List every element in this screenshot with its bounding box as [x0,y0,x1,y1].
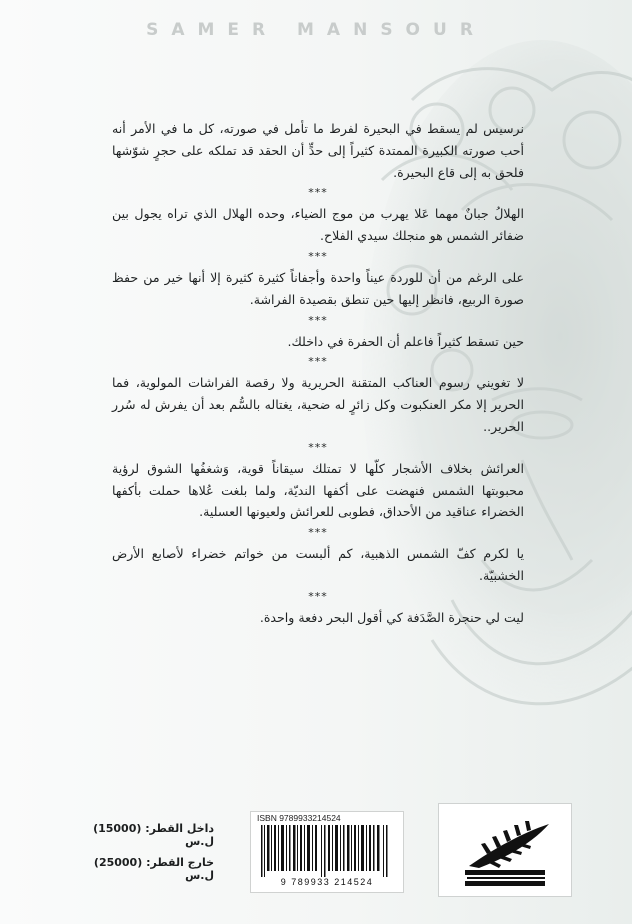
separator: *** [308,249,328,263]
price-outside: خارج القطر: (25000) ل.س [93,856,214,882]
paragraph: العرائش بخلاف الأشجار كلّها لا تمتلك سيقاناً قوية، وَشغفُها الشوق لرؤية محبوبتها الشمس فنهضت على أكفها النديّة، ولما بلغت عُلاها حملت بأكفها الخضراء عناقيد من الأحداق، فطوبى للعرائش ولعيونها العسلية. [112,460,524,520]
separator: *** [308,589,328,603]
separator: *** [308,355,328,369]
isbn-barcode [250,811,404,893]
barcode-number: 9 789933 214524 [280,877,374,887]
price-inside: داخل القطر: (15000) ل.س [93,822,214,848]
paragraph: يا لكرم كفّ الشمس الذهبية، كم ألبست من خواتم خضراء لأصابع الأرض الخشبيّة. [112,546,524,583]
quill-on-book-icon [439,804,571,896]
paragraph: ليت لي حنجرة الصَّدَفة كي أقول البحر دفعة واحدة. [259,609,524,625]
separator: *** [308,526,328,540]
separator: *** [308,186,328,200]
separator: *** [308,440,328,454]
separator: *** [308,313,328,327]
publisher-logo [438,803,572,897]
paragraph: لا تغويني رسوم العناكب المتقنة الحريرية ولا رقصة الفراشات المولوية، فما الحرير إلا مكر العنكبوت وكل زائرٍ له ضحية، يغتاله بالسُّم بعد أن يفرش له سُرر الحرير.. [112,375,524,434]
author-name: SAMER MANSOUR [146,20,486,40]
paragraph: حين تسقط كثيراً فاعلم أن الحفرة في داخلك. [287,333,524,349]
paragraph: الهلالُ جبانٌ مهما عَلا يهرب من موج الضياء، وحده الهلال الذي تراه يجول بين ضفائر الشمس هو منجلك سيدي الفلاح. [112,206,524,244]
bottom-strip [0,800,632,924]
blurb-text [112,118,524,629]
barcode-bars [259,825,395,877]
isbn-label: ISBN 9789933214524 [257,813,341,823]
paragraph: نرسيس لم يسقط في البحيرة لفرط ما تأمل في صورته، كل ما في الأمر أنه أحب صورته الكبيرة الممتدة كثيراً إلى حدٍّ أن الحقد قد تملكه على حجرٍ شوّشها فلحق به إلى قاع البحيرة. [112,121,524,180]
paragraph: على الرغم من أن للوردة عيناً واحدة وأجفاناً كثيرة كثيرة إلا أنها خير من حفظ صورة الربيع، فانظر إليها حين تنطق بقصيدة الفراشة. [112,269,524,307]
